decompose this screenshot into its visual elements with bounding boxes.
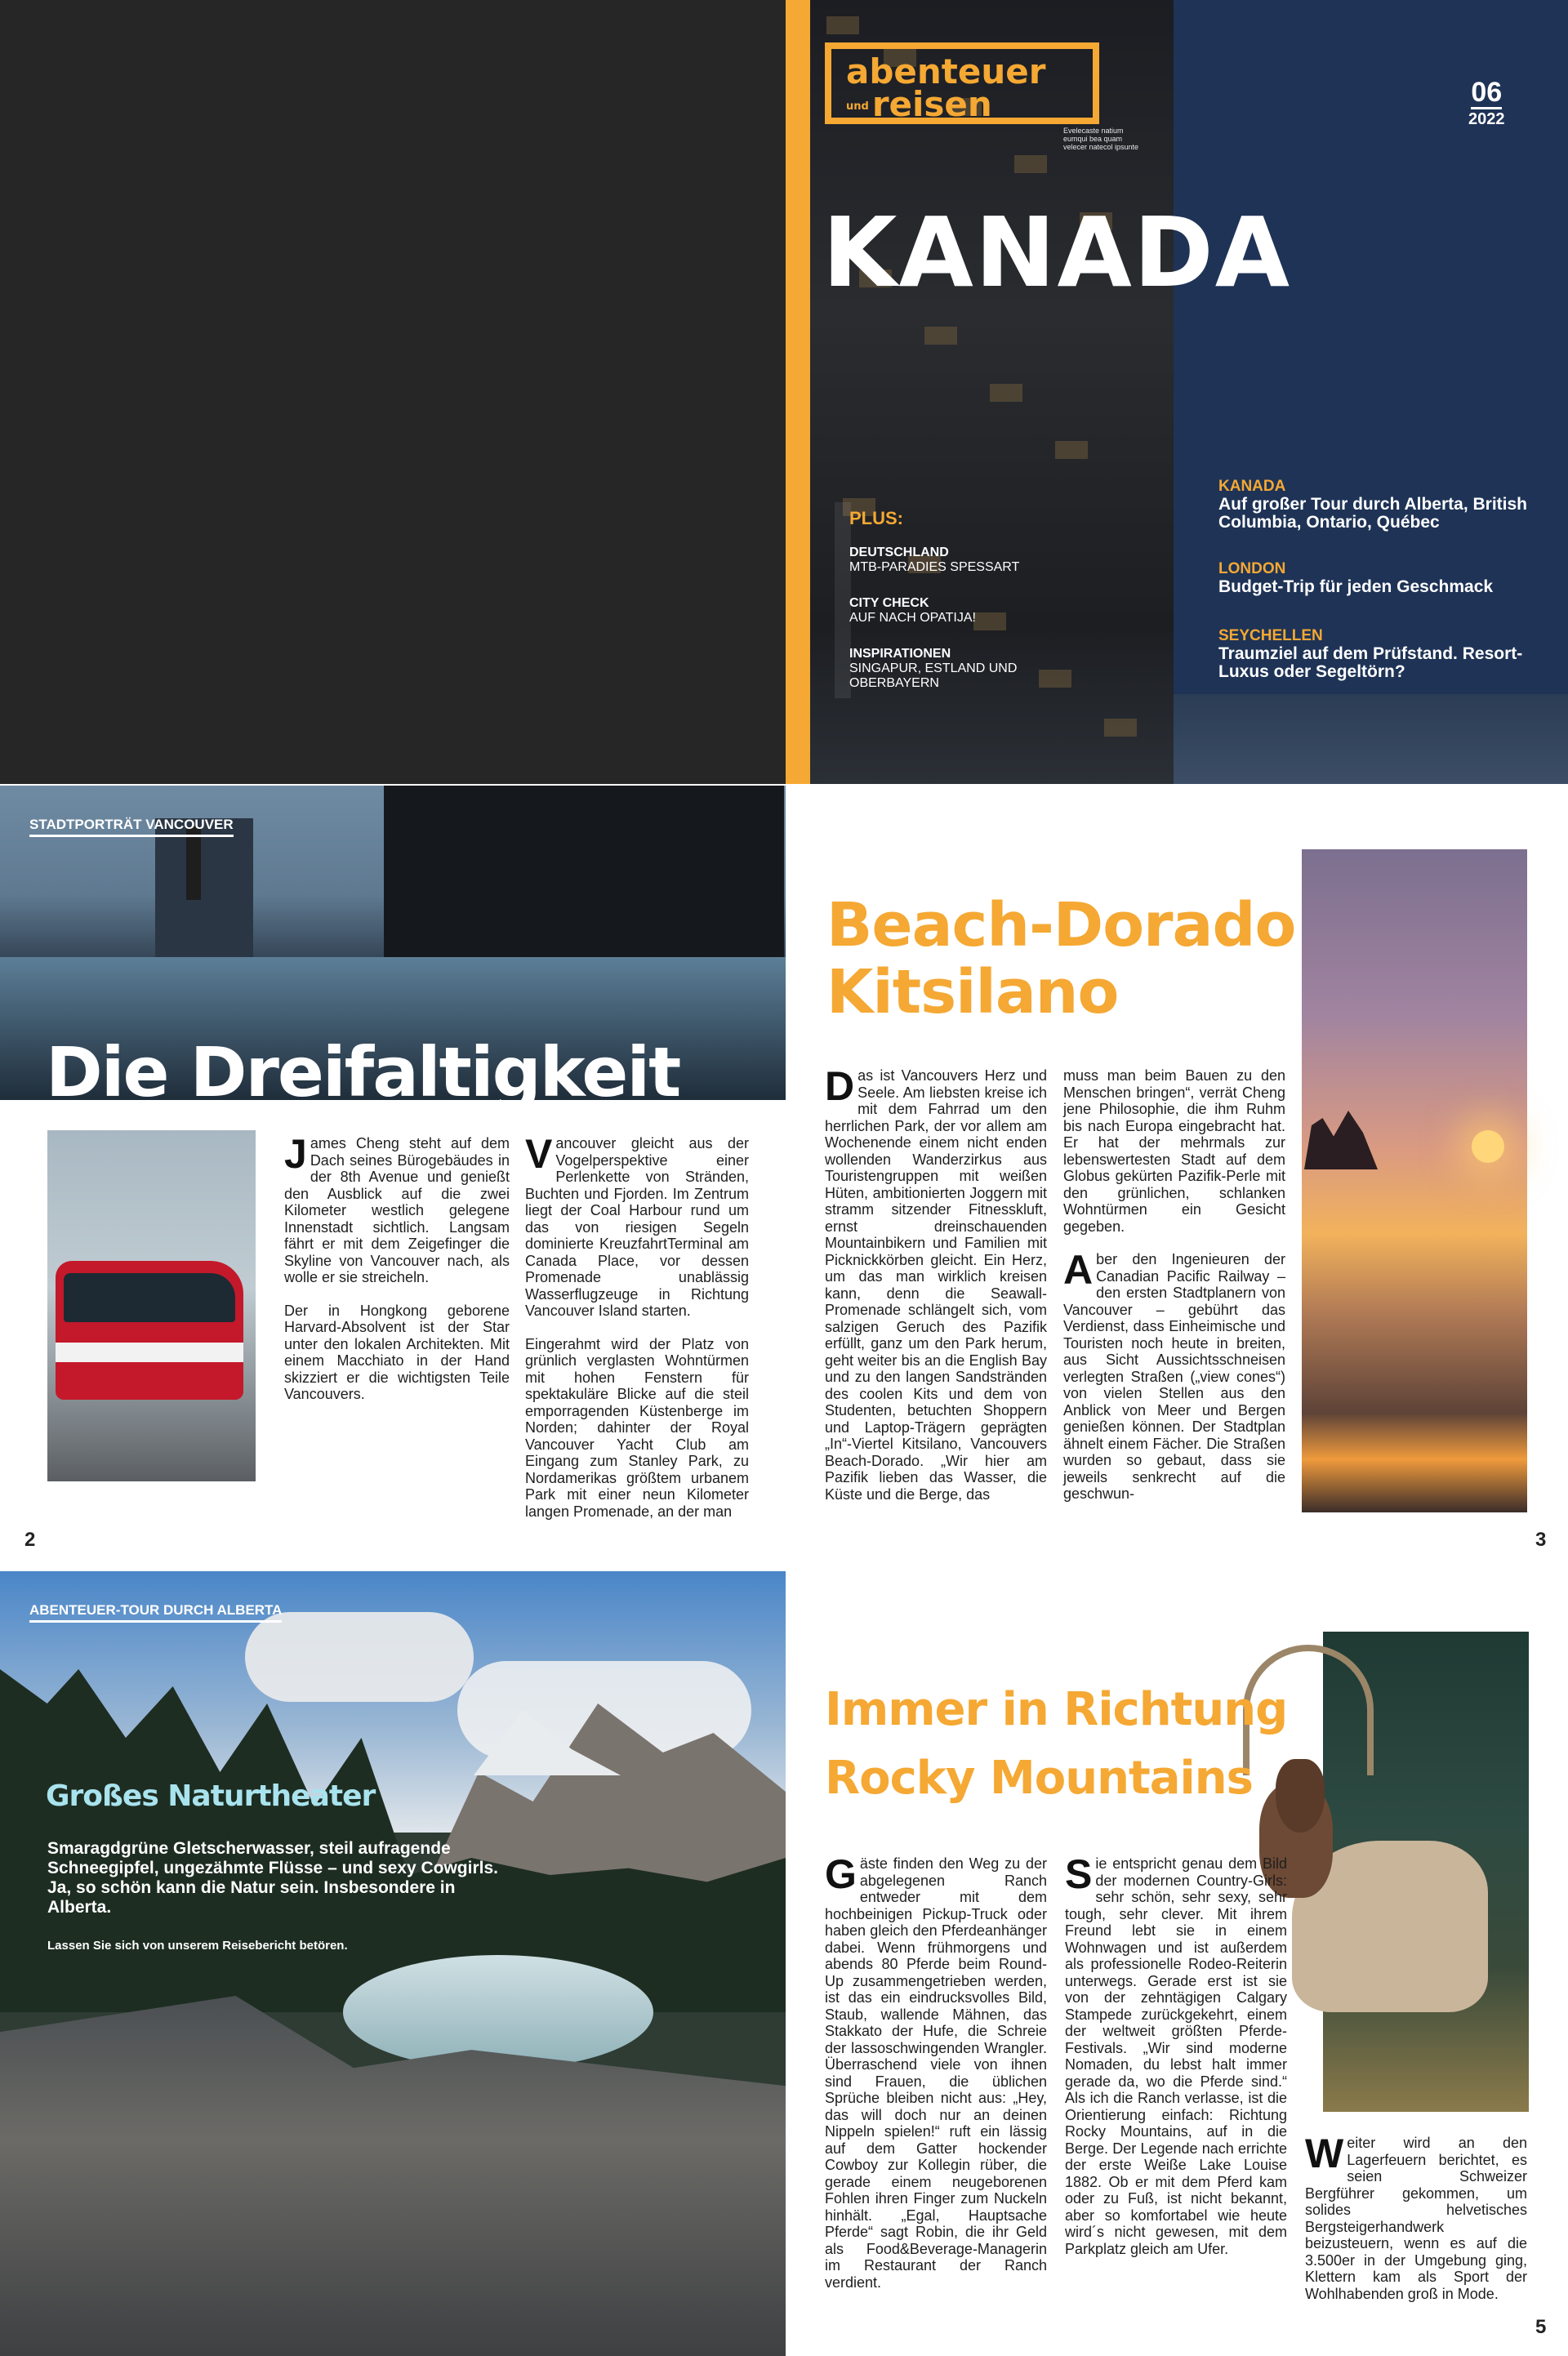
drop-cap: V xyxy=(525,1131,553,1177)
alberta-page xyxy=(0,1571,786,2356)
body-text: as ist Vancouvers Herz und Seele. Am liebsten kreise ich mit dem Fahrrad um den herrlichen Park, der vor allem am Wochenende einem nicht enden wollenden Wanderzirkus aus Touristengruppen mit weißen Hüten, ambitionierten Joggern mit stramm sitzender Fitnesskluft, ernst dreinschauenden Mountainbikern und Familien mit Picknickkörben gleicht. Ein Herz, um das man wirklich kreisen kann, denn die Seawall-Promenade schlängelt sich, vom salzigen Geruch des Pazifik erfüllt, ganz um den Park herum, geht weiter bis an die English Bay und zu den langen Sandstränden des coolen Kits und dem von Studenten, betuchten Shoppern und Laptop-Trägern geprägten „In“-Viertel Kitsilano, Vancouvers Beach-Dorado. „Wir hier am Pazifik lieben das Wasser, die Küste und die Berge, das xyxy=(825,1067,1047,1503)
kitsilano-page xyxy=(786,786,1568,1570)
body-text: eiter wird an den Lagerfeuern berichtet, es seien Schweizer Bergführer gekommen, um solides helvetisches Bergsteigerhandwerk beizusteuern, wenn es auf die 3.500er in der Umgebung ging, Klettern kam als Sport der Wohlhabenden groß in Mode. xyxy=(1305,2135,1527,2302)
body-text: ancouver gleicht aus der Vogelperspektive einer Perlenkette von Stränden, Buchten und Fjorden. Im Zentrum liegt der Coal Harbour rund um das von riesigen Segeln dominierte KreuzfahrtTerminal am Canada Place, vor dessen Promenade unablässig Wasserflugzeuge in Richtung Vancouver Island starten. xyxy=(525,1135,749,1319)
body-text: Eingerahmt wird der Platz von grünlich verglasten Wohntürmen mit hohen Fenstern für spektakuläre Blicke auf die steil emporragenden Küstenberge im Norden; dahinter der Royal Vancouver Yacht Club am Eingang zum Stanley Park, zu Nordamerikas größtem urbanem Park mit einer neun Kilometer langen Promenade, an der man xyxy=(525,1335,749,1520)
article-title xyxy=(826,892,1295,1026)
teaser-text: Budget-Trip für jeden Geschmack xyxy=(1218,577,1494,596)
article-column xyxy=(825,1851,1047,2291)
photo-sign xyxy=(186,826,201,900)
photo-cloud xyxy=(245,1612,474,1702)
drop-cap: D xyxy=(825,1063,855,1109)
photo-river xyxy=(343,1955,653,2069)
rocky-mountains-page xyxy=(786,1571,1568,2356)
article-title: Großes Naturtheater xyxy=(46,1779,376,1813)
drop-cap: J xyxy=(284,1131,307,1177)
page-number: 2 xyxy=(24,1529,36,1551)
article-column xyxy=(1305,2131,1527,2302)
cover-tagline: Evelecaste natium eumqui bea quam velecer natecol ipsunte xyxy=(1063,127,1139,151)
article-column xyxy=(1063,1067,1285,1503)
plus-item-text: AUF NACH OPATIJA! xyxy=(849,611,976,625)
article-title xyxy=(825,1676,1287,1813)
plus-decoration xyxy=(835,502,851,698)
article-column xyxy=(525,1131,749,1520)
body-text: ber den Ingenieuren der Canadian Pacific Railway – den ersten Stadtplanern von Vancouver – gebührt das Verdienst, dass Einheimische und Touristen noch heute in breiten, aus Sicht Aussichtsschneisen verlegten Straßen („view cones“) von vielen Stellen aus den Anblick von Meer und Bergen genießen können. Der Stadtplan ähnelt einem Fächer. Die Straßen wurden so gebaut, dass sie jeweils senkrecht auf die geschwun- xyxy=(1063,1251,1285,1502)
vancouver-page xyxy=(0,786,786,1570)
title-line: Beach-Dorado xyxy=(826,890,1296,960)
logo-word-2 xyxy=(846,84,1078,124)
title-line: Rocky Mountains xyxy=(825,1752,1253,1805)
article-column xyxy=(284,1131,510,1403)
plus-item-text: MTB-PARADIES SPESSART xyxy=(849,560,1020,574)
issue-number: 06 xyxy=(1471,77,1503,108)
page-number: 3 xyxy=(1535,1529,1547,1551)
issue-info xyxy=(1468,78,1505,129)
cover-teaser xyxy=(1218,627,1553,681)
magazine-cover xyxy=(786,0,1568,784)
article-title: Die Dreifaltigkeit xyxy=(46,1032,680,1112)
cover-title: KANADA xyxy=(822,196,1292,309)
teaser-heading: KANADA xyxy=(1218,478,1286,495)
logo-word-2-text: reisen xyxy=(871,84,992,124)
drop-cap: S xyxy=(1065,1851,1093,1897)
article-lead: Smaragdgrüne Gletscherwasser, steil aufragende Schneegipfel, ungezähmte Flüsse – und sexy Cowgirls. Ja, so schön kann die Natur sein. Insbesondere in Alberta. xyxy=(47,1839,498,1917)
photo-sun xyxy=(1472,1130,1504,1163)
tram-window xyxy=(64,1273,235,1322)
drop-cap: G xyxy=(825,1851,857,1897)
plus-item-heading: INSPIRATIONEN xyxy=(849,647,951,661)
body-text: ames Cheng steht auf dem Dach seines Bürogebäudes in der 8th Avenue und genießt den Ausblick auf die zwei Kilometer westlich gelegene Innenstadt sichtlich. Langsam fährt er mit dem Zeigefinger die Skyline von Vancouver nach, als wolle er sie streicheln. xyxy=(284,1135,510,1285)
teaser-text: Traumziel auf dem Prüfstand. Resort-Luxus oder Segeltörn? xyxy=(1218,644,1523,681)
article-column xyxy=(1065,1851,1287,2257)
magazine-logo xyxy=(825,42,1099,124)
article-column xyxy=(825,1063,1047,1503)
plus-item-text: SINGAPUR, ESTLAND UND OBERBAYERN xyxy=(849,661,1018,690)
cover-teaser xyxy=(1218,560,1553,596)
blank-page xyxy=(0,0,786,784)
photo-building xyxy=(384,786,784,965)
title-line: Kitsilano xyxy=(826,957,1119,1027)
drop-cap: W xyxy=(1305,2131,1344,2176)
plus-item-heading: DEUTSCHLAND xyxy=(849,546,949,559)
plus-item xyxy=(849,647,1062,691)
body-text: ie entspricht genau dem Bild der modernen Country-Girls: sehr schön, sehr sexy, sehr tough, sehr clever. Mit ihrem Freund lebt sie in einem Wohnwagen und ist außerdem als professionelle Rodeo-Reiterin unterwegs. Gerade erst ist sie von der zehntägigen Calgary Stampede zurückgekehrt, einem der weltweit größten Pferde-Festivals. „Wir sind moderne Nomaden, du lebst halt immer gerade da, wo die Pferde sind.“ Als ich die Ranch verlasse, ist die Orientierung einfach: Richtung Rocky Mountains, auf in die Berge. Der Legende nach errichte der erste Weiße Lake Louise 1882. Ob er mit dem Pferd kam oder zu Fuß, ist nicht bekannt, aber so komfortabel wie heute wird´s nicht gewesen, mit dem Parkplatz gleich am Ufer. xyxy=(1065,1855,1287,2257)
cover-teaser xyxy=(1218,478,1553,532)
plus-item xyxy=(849,596,1111,626)
cover-accent-stripe xyxy=(786,0,810,784)
page-number: 5 xyxy=(1535,2316,1547,2338)
body-text: Der in Hongkong geborene Harvard-Absolvent ist der Star unter den lokalen Architekten. Mit einem Macchiato in der Hand skizziert er die wichtigsten Teile Vancouvers. xyxy=(284,1302,510,1402)
teaser-heading: LONDON xyxy=(1218,560,1286,577)
plus-label: PLUS: xyxy=(849,508,903,528)
issue-year: 2022 xyxy=(1468,110,1505,128)
body-text: muss man beim Bauen zu den Menschen bringen“, verrät Cheng jene Philosophie, die ihm Ruhm bis nach Europa eingebracht hat. Er hat der mehrmals zur lebenswertesten Stadt auf dem Globus gekürten Pazifik-Perle mit den grünlichen, schlanken Wohntürmen ein Gesicht gegeben. xyxy=(1063,1067,1285,1235)
body-text: äste finden den Weg zu der abgelegenen Ranch entweder mit dem hochbeinigen Pickup-Truck oder haben gleich den Pferdeanhänger dabei. Wenn frühmorgens und abends 80 Pferde beim Round-Up zusammengetrieben werden, ist das ein eindrucksvolles Bild, Staub, wallende Mähnen, das Stakkato der Hufe, die Schreie der lassoschwingenden Wrangler. Überraschend viele von ihnen sind Frauen, die üblichen Sprüche bleiben nicht aus: „Hey, das will doch nur an deinen Nippeln spielen!“ ruft ein lässig auf dem Gatter hockender Cowboy zur Kollegin rüber, die gerade einem neugeborenen Fohlen ihren Finger zum Nuckeln hinhält. „Egal, Hauptsache Pferde“ sagt Robin, die ihr Geld als Food&Beverage-Managerin im Restaurant der Ranch verdient. xyxy=(825,1855,1047,2291)
beach-sunset-photo xyxy=(1302,849,1527,1512)
teaser-heading: SEYCHELLEN xyxy=(1218,627,1323,644)
section-kicker: ABENTEUER-TOUR DURCH ALBERTA xyxy=(29,1602,282,1623)
logo-word-1: abenteuer xyxy=(846,51,1046,91)
plus-item xyxy=(849,546,1111,575)
tram-photo xyxy=(47,1130,256,1481)
tram-stripe xyxy=(56,1343,243,1362)
title-line: Immer in Richtung xyxy=(825,1683,1288,1736)
drop-cap: A xyxy=(1063,1247,1094,1293)
section-kicker: STADTPORTRÄT VANCOUVER xyxy=(29,817,234,837)
plus-item-heading: CITY CHECK xyxy=(849,596,929,610)
logo-und: und xyxy=(846,100,869,113)
article-note: Lassen Sie sich von unserem Reisebericht betören. xyxy=(47,1939,348,1953)
cover-harbor-photo xyxy=(1174,694,1568,784)
teaser-text: Auf großer Tour durch Alberta, British Columbia, Ontario, Québec xyxy=(1218,495,1528,532)
